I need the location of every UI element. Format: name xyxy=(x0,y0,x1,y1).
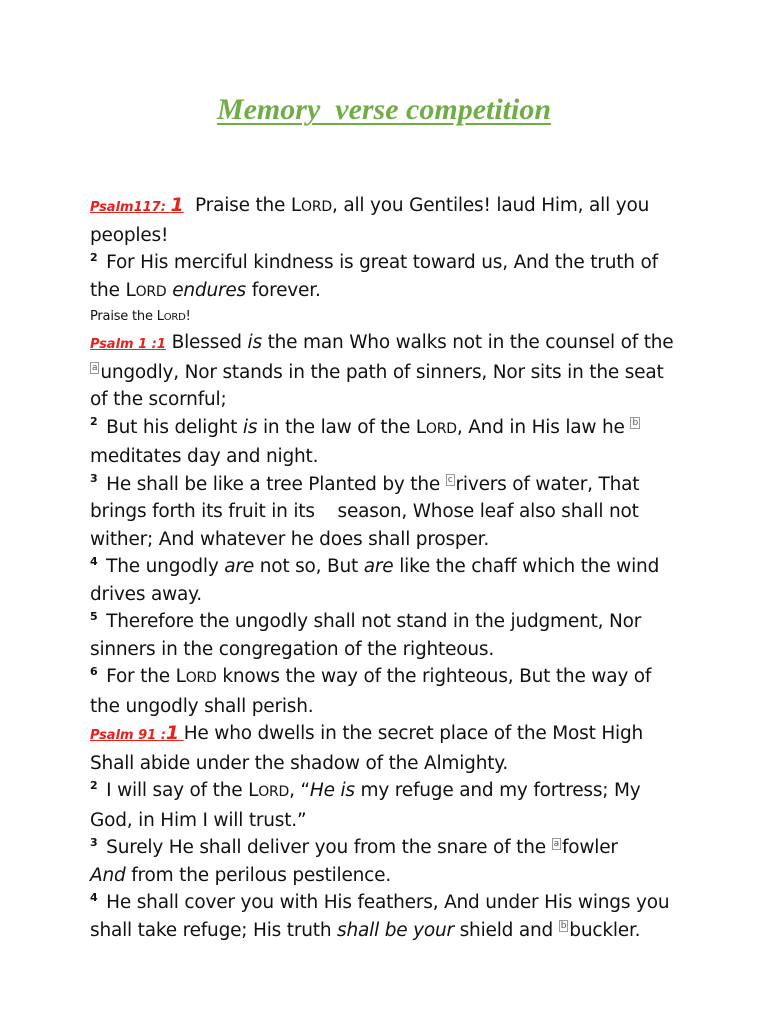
psalm117-praise-line xyxy=(90,306,680,329)
document-body xyxy=(90,192,680,944)
verse-text: fowler xyxy=(561,837,618,858)
verse-number: 4 xyxy=(90,554,98,568)
psalm117-reference xyxy=(90,194,184,216)
psalm91-verse-1 xyxy=(90,720,680,777)
psalm91-reference xyxy=(90,722,184,744)
verse-italic: endures xyxy=(172,279,246,301)
verse-text: Blessed xyxy=(171,332,242,353)
psalm117-verse-2 xyxy=(90,249,680,306)
psalm91-verse-3 xyxy=(90,834,680,889)
verse-italic: He is xyxy=(309,780,355,801)
verse-text: in the law of the L xyxy=(262,416,426,438)
verse-text: not so, But xyxy=(259,556,359,577)
verse-text: forever. xyxy=(251,279,321,301)
psalm1-verse-6 xyxy=(90,663,680,720)
verse-text: like the chaff which the wind drives away. xyxy=(90,556,660,605)
verse-text: Praise the L xyxy=(195,195,302,216)
footnote-marker[interactable]: a xyxy=(92,363,98,374)
verse-text: I will say of the L xyxy=(106,780,259,801)
psalm117-ref-label: Psalm117: xyxy=(90,200,171,215)
verse-text: For His merciful kindness is great toward us, And the truth of the L xyxy=(90,252,658,301)
psalm1-verse-3 xyxy=(90,471,680,554)
verse-text: The ungodly xyxy=(106,556,219,577)
psalm1-verse-5 xyxy=(90,608,680,663)
psalm91-ref-label: Psalm 91 : xyxy=(90,728,166,743)
page-title: Memory verse competition xyxy=(216,93,552,126)
verse-text: shield and xyxy=(459,919,554,941)
verse-italic: And xyxy=(90,864,126,886)
psalm117-verse-1 xyxy=(90,192,680,249)
verse-text: Praise the L xyxy=(90,309,164,324)
verse-text: knows the way of the righteous, But the way of the ungodly shall perish. xyxy=(90,666,652,717)
verse-text: my refuge and my fortress; My God, in Him I will trust.” xyxy=(90,780,641,831)
lord-smallcaps: ORD xyxy=(425,420,457,437)
psalm1-verse-4 xyxy=(90,553,680,608)
verse-text: For the L xyxy=(106,666,186,687)
psalm1-verse-1 xyxy=(90,329,680,414)
verse-text: , “ xyxy=(289,780,310,801)
verse-italic: is xyxy=(247,332,262,353)
footnote-marker[interactable]: c xyxy=(447,475,453,486)
verse-text: Surely He shall deliver you from the snare of the xyxy=(106,837,546,858)
footnote-marker[interactable]: b xyxy=(632,418,638,429)
verse-text: buckler. xyxy=(569,919,641,941)
verse-text: He shall cover you with His feathers, And under His wings you shall take refuge; His truth xyxy=(90,892,670,941)
verse-text: He who dwells in the secret place of the Most High Shall abide under the shadow of the Almighty. xyxy=(90,723,644,774)
verse-text: the man Who walks not in the counsel of the xyxy=(267,332,674,353)
verse-number: 6 xyxy=(90,664,98,678)
verse-italic: are xyxy=(363,556,394,577)
footnote-marker[interactable]: a xyxy=(553,838,559,849)
verse-text: He shall be like a tree Planted by the xyxy=(106,473,441,495)
verse-number: 3 xyxy=(90,835,98,849)
verse-number: 3 xyxy=(90,472,98,486)
verse-text: rivers of water, That brings forth its fruit in its season, Whose leaf also shall not wither; And whatever he does shall prosper. xyxy=(90,473,645,550)
verse-number: 2 xyxy=(90,250,98,264)
lord-smallcaps: ORD xyxy=(301,199,332,215)
verse-text: , all you Gentiles! laud Him, all you peoples! xyxy=(90,195,650,246)
footnote-marker[interactable]: b xyxy=(560,921,567,932)
psalm91-verse-2 xyxy=(90,777,680,834)
verse-italic: are xyxy=(224,556,255,577)
verse-text: ! xyxy=(185,309,191,324)
verse-text: from the perilous pestilence. xyxy=(131,864,392,886)
psalm91-verse-4 xyxy=(90,889,680,944)
verse-text: ungodly, Nor stands in the path of sinners, Nor sits in the seat of the scornful; xyxy=(90,361,664,410)
lord-smallcaps: ORD xyxy=(185,670,217,686)
psalm117-ref-number: 1 xyxy=(170,194,184,216)
verse-number: 4 xyxy=(90,890,98,904)
verse-text: , And in His law he xyxy=(456,416,625,438)
psalm1-verse-2 xyxy=(90,414,680,471)
verse-text: But his delight xyxy=(106,416,238,438)
verse-text: meditates day and night. xyxy=(90,446,319,467)
verse-number: 5 xyxy=(90,609,98,623)
lord-smallcaps: ORD xyxy=(258,784,290,800)
verse-text: Therefore the ungodly shall not stand in the judgment, Nor sinners in the congregation of the righteous. xyxy=(90,611,642,660)
lord-smallcaps: ORD xyxy=(163,312,186,323)
psalm91-ref-number: 1 xyxy=(165,722,180,744)
psalm1-reference: Psalm 1 :1 xyxy=(90,337,166,352)
verse-number: 2 xyxy=(90,778,98,792)
verse-italic: shall be your xyxy=(337,919,454,941)
verse-italic: is xyxy=(242,416,258,438)
lord-smallcaps: ORD xyxy=(135,283,167,300)
verse-number: 2 xyxy=(90,415,98,429)
